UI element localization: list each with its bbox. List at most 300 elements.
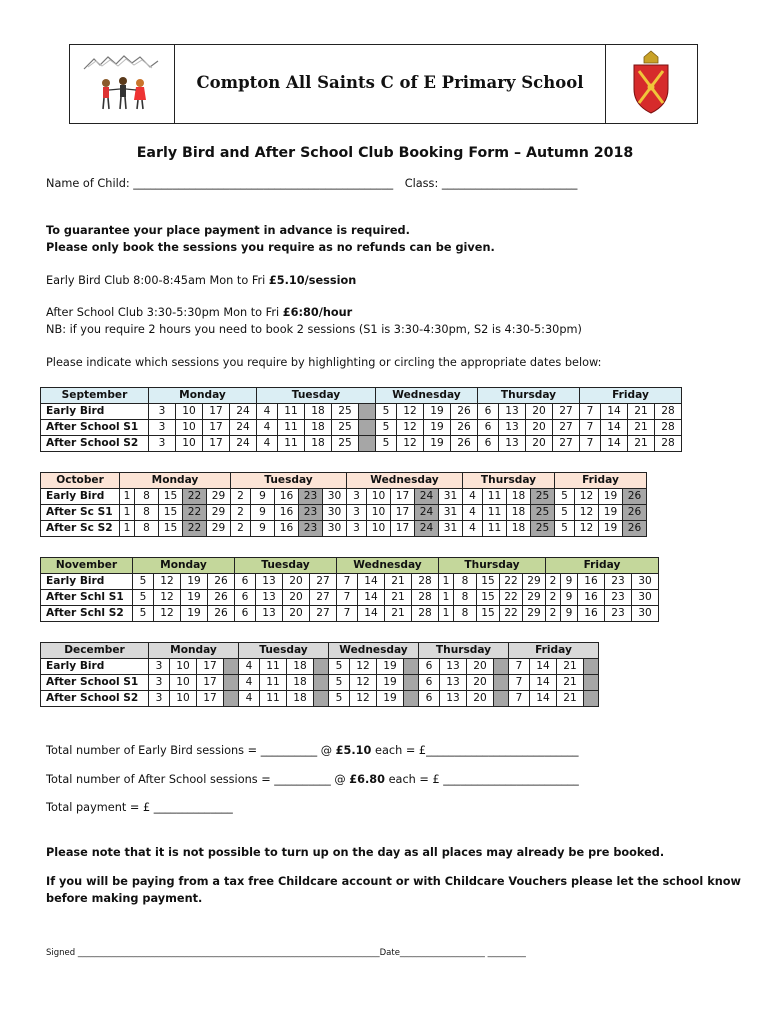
blank-cell <box>359 436 376 452</box>
date-cell[interactable]: 12 <box>154 574 181 590</box>
date-cell[interactable]: 6 <box>235 606 256 622</box>
date-cell[interactable]: 20 <box>526 404 553 420</box>
session-row <box>41 675 599 691</box>
date-cell[interactable]: 25 <box>332 404 359 420</box>
date-cell[interactable]: 26 <box>208 590 235 606</box>
date-cell[interactable]: 9 <box>561 606 578 622</box>
date-cell[interactable]: 4 <box>257 436 278 452</box>
date-cell[interactable]: 13 <box>256 574 283 590</box>
date-cell[interactable]: 12 <box>397 436 424 452</box>
total-early-bird[interactable] <box>46 744 579 757</box>
date-cell[interactable]: 6 <box>419 675 440 691</box>
session-row <box>41 489 647 505</box>
date-cell[interactable]: 21 <box>385 590 412 606</box>
date-cell[interactable]: 7 <box>509 659 530 675</box>
date-cell[interactable]: 8 <box>454 574 477 590</box>
blank-cell <box>314 675 329 691</box>
date-cell[interactable]: 9 <box>561 590 578 606</box>
form-title: Early Bird and After School Club Booking Form – Autumn 2018 <box>136 145 634 161</box>
date-cell[interactable]: 28 <box>655 404 682 420</box>
date-cell[interactable]: 22 <box>183 505 207 521</box>
date-cell[interactable]: 1 <box>439 606 454 622</box>
date-cell[interactable]: 22 <box>500 606 523 622</box>
date-cell[interactable]: 19 <box>424 404 451 420</box>
date-cell[interactable]: 12 <box>397 404 424 420</box>
date-cell[interactable]: 15 <box>159 521 183 537</box>
date-cell[interactable]: 1 <box>439 590 454 606</box>
date-cell[interactable]: 8 <box>135 505 159 521</box>
date-cell[interactable]: 13 <box>499 404 526 420</box>
date-cell[interactable]: 1 <box>120 489 135 505</box>
total-early-bird-price: £5.10 <box>335 744 372 757</box>
date-cell[interactable]: 7 <box>509 675 530 691</box>
date-cell[interactable]: 30 <box>323 521 347 537</box>
date-cell[interactable]: 2 <box>231 521 251 537</box>
date-cell[interactable]: 9 <box>251 505 275 521</box>
date-cell[interactable]: 4 <box>239 675 260 691</box>
total-payment-field[interactable]: Total payment = £ ______________ <box>46 801 233 814</box>
date-cell[interactable]: 8 <box>454 590 477 606</box>
date-cell[interactable]: 26 <box>451 404 478 420</box>
session-label: After School S2 <box>41 436 149 452</box>
date-cell[interactable]: 22 <box>183 489 207 505</box>
date-cell[interactable]: 19 <box>377 659 404 675</box>
date-cell[interactable]: 1 <box>120 505 135 521</box>
date-cell[interactable]: 17 <box>203 404 230 420</box>
childcare-note-cont: before making payment. <box>46 892 203 905</box>
date-cell[interactable]: 14 <box>530 675 557 691</box>
date-cell[interactable]: 20 <box>467 675 494 691</box>
date-cell[interactable]: 13 <box>440 675 467 691</box>
date-cell[interactable]: 16 <box>275 521 299 537</box>
date-cell[interactable]: 18 <box>305 404 332 420</box>
date-cell[interactable]: 3 <box>149 436 176 452</box>
date-cell[interactable]: 13 <box>440 691 467 707</box>
session-note: NB: if you require 2 hours you need to book 2 sessions (S1 is 3:30-4:30pm, S2 is 4:30-5:30pm) <box>46 323 582 336</box>
date-cell[interactable]: 31 <box>439 489 463 505</box>
date-cell[interactable]: 28 <box>655 436 682 452</box>
day-header-wednesday: Wednesday <box>376 388 478 404</box>
childcare-note: If you will be paying from a tax free Childcare account or with Childcare Vouchers please let the school know <box>46 875 741 888</box>
date-cell[interactable]: 4 <box>257 420 278 436</box>
date-cell[interactable]: 24 <box>230 404 257 420</box>
date-cell[interactable]: 18 <box>287 675 314 691</box>
date-cell[interactable]: 4 <box>463 505 483 521</box>
date-cell[interactable]: 6 <box>235 590 256 606</box>
day-header-monday: Monday <box>120 473 231 489</box>
date-cell[interactable]: 29 <box>207 521 231 537</box>
date-cell[interactable]: 20 <box>526 436 553 452</box>
date-cell[interactable]: 29 <box>207 505 231 521</box>
date-cell[interactable]: 17 <box>391 505 415 521</box>
date-cell[interactable]: 12 <box>575 521 599 537</box>
date-cell[interactable]: 31 <box>439 521 463 537</box>
date-cell[interactable]: 21 <box>557 659 584 675</box>
date-cell[interactable]: 11 <box>483 521 507 537</box>
date-cell[interactable]: 7 <box>580 436 601 452</box>
date-cell[interactable]: 13 <box>499 420 526 436</box>
date-cell[interactable]: 25 <box>531 489 555 505</box>
date-cell[interactable]: 5 <box>133 590 154 606</box>
date-cell[interactable]: 8 <box>135 489 159 505</box>
school-crest <box>605 45 697 123</box>
date-cell[interactable]: 10 <box>176 436 203 452</box>
date-cell[interactable]: 24 <box>415 505 439 521</box>
date-cell[interactable]: 27 <box>310 590 337 606</box>
date-cell[interactable]: 5 <box>376 420 397 436</box>
date-cell[interactable]: 14 <box>358 606 385 622</box>
date-cell[interactable]: 11 <box>260 675 287 691</box>
date-cell[interactable]: 15 <box>477 606 500 622</box>
date-cell[interactable]: 19 <box>181 606 208 622</box>
date-cell[interactable]: 6 <box>478 436 499 452</box>
date-cell[interactable]: 9 <box>251 489 275 505</box>
date-cell[interactable]: 22 <box>500 574 523 590</box>
date-cell[interactable]: 3 <box>347 489 367 505</box>
date-cell[interactable]: 12 <box>154 590 181 606</box>
date-cell[interactable]: 18 <box>507 505 531 521</box>
date-cell[interactable]: 16 <box>275 505 299 521</box>
date-cell[interactable]: 14 <box>530 659 557 675</box>
date-cell[interactable]: 12 <box>575 505 599 521</box>
date-cell[interactable]: 4 <box>239 691 260 707</box>
session-row <box>41 404 682 420</box>
date-cell[interactable]: 7 <box>337 606 358 622</box>
date-cell[interactable]: 23 <box>299 521 323 537</box>
date-cell[interactable]: 5 <box>376 404 397 420</box>
date-cell[interactable]: 20 <box>283 574 310 590</box>
session-label: After School S2 <box>41 691 149 707</box>
date-cell[interactable]: 28 <box>412 574 439 590</box>
date-cell[interactable]: 7 <box>337 574 358 590</box>
date-cell[interactable]: 10 <box>170 659 197 675</box>
date-cell[interactable]: 29 <box>523 574 546 590</box>
date-cell[interactable]: 21 <box>557 691 584 707</box>
date-cell[interactable]: 6 <box>419 691 440 707</box>
date-cell[interactable]: 30 <box>323 489 347 505</box>
date-cell[interactable]: 21 <box>557 675 584 691</box>
date-cell[interactable]: 6 <box>235 574 256 590</box>
date-cell[interactable]: 13 <box>499 436 526 452</box>
date-cell[interactable]: 23 <box>605 590 632 606</box>
date-cell[interactable]: 24 <box>230 436 257 452</box>
total-after-school-b[interactable]: each = £ ________________________ <box>385 773 579 786</box>
date-cell[interactable]: 10 <box>367 521 391 537</box>
blank-cell <box>359 420 376 436</box>
date-cell[interactable]: 17 <box>197 675 224 691</box>
date-cell[interactable]: 4 <box>239 659 260 675</box>
day-header-thursday: Thursday <box>463 473 555 489</box>
date-cell[interactable]: 29 <box>523 606 546 622</box>
total-early-bird-a[interactable]: Total number of Early Bird sessions = __________ @ <box>46 744 336 757</box>
date-cell[interactable]: 20 <box>467 691 494 707</box>
date-cell[interactable]: 21 <box>628 436 655 452</box>
date-cell[interactable]: 12 <box>350 675 377 691</box>
blank-cell <box>494 659 509 675</box>
date-cell[interactable]: 19 <box>181 574 208 590</box>
date-cell[interactable]: 27 <box>310 606 337 622</box>
session-label: Early Bird <box>41 489 120 505</box>
date-cell[interactable]: 14 <box>601 436 628 452</box>
date-cell[interactable]: 17 <box>391 521 415 537</box>
date-cell[interactable]: 25 <box>332 436 359 452</box>
date-cell[interactable]: 5 <box>133 574 154 590</box>
date-cell[interactable]: 10 <box>170 675 197 691</box>
date-cell[interactable]: 31 <box>439 505 463 521</box>
calendar-october <box>40 472 647 537</box>
date-cell[interactable]: 14 <box>530 691 557 707</box>
date-cell[interactable]: 20 <box>283 590 310 606</box>
date-cell[interactable]: 15 <box>477 574 500 590</box>
date-cell[interactable]: 19 <box>424 420 451 436</box>
day-header-tuesday: Tuesday <box>235 558 337 574</box>
date-cell[interactable]: 30 <box>632 574 659 590</box>
date-cell[interactable]: 20 <box>526 420 553 436</box>
date-cell[interactable]: 10 <box>367 489 391 505</box>
school-name: Compton All Saints C of E Primary School <box>196 73 584 92</box>
date-cell[interactable]: 24 <box>415 489 439 505</box>
date-cell[interactable]: 12 <box>350 691 377 707</box>
session-row <box>41 590 659 606</box>
child-details-row[interactable] <box>46 177 577 190</box>
date-cell[interactable]: 26 <box>623 521 647 537</box>
date-cell[interactable]: 21 <box>385 574 412 590</box>
date-cell[interactable]: 19 <box>377 691 404 707</box>
date-cell[interactable]: 11 <box>278 420 305 436</box>
date-cell[interactable]: 11 <box>483 489 507 505</box>
date-cell[interactable]: 7 <box>509 691 530 707</box>
date-cell[interactable]: 5 <box>555 521 575 537</box>
date-cell[interactable]: 2 <box>546 606 561 622</box>
date-cell[interactable]: 23 <box>605 606 632 622</box>
date-cell[interactable]: 6 <box>419 659 440 675</box>
date-cell[interactable]: 21 <box>385 606 412 622</box>
date-cell[interactable]: 2 <box>231 505 251 521</box>
date-cell[interactable]: 5 <box>555 505 575 521</box>
date-cell[interactable]: 19 <box>424 436 451 452</box>
date-cell[interactable]: 28 <box>412 590 439 606</box>
date-cell[interactable]: 22 <box>500 590 523 606</box>
class-field[interactable]: Class: ________________________ <box>404 177 578 190</box>
date-cell[interactable]: 3 <box>347 521 367 537</box>
month-header: September <box>41 388 149 404</box>
date-cell[interactable]: 10 <box>170 691 197 707</box>
date-cell[interactable]: 5 <box>329 659 350 675</box>
date-cell[interactable]: 18 <box>305 436 332 452</box>
date-cell[interactable]: 16 <box>275 489 299 505</box>
date-cell[interactable]: 30 <box>632 606 659 622</box>
date-cell[interactable]: 9 <box>251 521 275 537</box>
children-mountains-logo <box>70 45 173 123</box>
date-cell[interactable]: 19 <box>377 675 404 691</box>
date-cell[interactable]: 30 <box>632 590 659 606</box>
total-after-school[interactable] <box>46 773 579 786</box>
month-header: November <box>41 558 133 574</box>
date-cell[interactable]: 14 <box>601 404 628 420</box>
date-cell[interactable]: 27 <box>553 420 580 436</box>
session-row <box>41 521 647 537</box>
session-label: Early Bird <box>41 404 149 420</box>
date-cell[interactable]: 5 <box>133 606 154 622</box>
date-cell[interactable]: 29 <box>523 590 546 606</box>
date-cell[interactable]: 23 <box>299 505 323 521</box>
date-cell[interactable]: 26 <box>623 505 647 521</box>
date-cell[interactable]: 5 <box>329 675 350 691</box>
date-cell[interactable]: 28 <box>412 606 439 622</box>
date-cell[interactable]: 10 <box>176 420 203 436</box>
date-cell[interactable]: 17 <box>203 436 230 452</box>
date-cell[interactable]: 18 <box>287 659 314 675</box>
date-cell[interactable]: 10 <box>176 404 203 420</box>
date-cell[interactable]: 1 <box>439 574 454 590</box>
date-cell[interactable]: 11 <box>278 436 305 452</box>
day-header-thursday: Thursday <box>419 643 509 659</box>
signature-date-line[interactable]: Signed _______________________________________________________________________Date____________________ _________ <box>46 948 526 958</box>
date-cell[interactable]: 3 <box>149 675 170 691</box>
date-cell[interactable]: 18 <box>507 489 531 505</box>
date-cell[interactable]: 25 <box>531 521 555 537</box>
blank-cell <box>314 691 329 707</box>
date-cell[interactable]: 2 <box>546 590 561 606</box>
date-cell[interactable]: 12 <box>397 420 424 436</box>
date-cell[interactable]: 4 <box>257 404 278 420</box>
date-cell[interactable]: 4 <box>463 521 483 537</box>
date-cell[interactable]: 19 <box>599 489 623 505</box>
blank-cell <box>224 691 239 707</box>
date-cell[interactable]: 29 <box>207 489 231 505</box>
day-header-friday: Friday <box>580 388 682 404</box>
date-cell[interactable]: 11 <box>260 691 287 707</box>
date-cell[interactable]: 26 <box>208 574 235 590</box>
day-header-wednesday: Wednesday <box>329 643 419 659</box>
blank-cell <box>224 675 239 691</box>
blank-cell <box>584 675 599 691</box>
date-cell[interactable]: 24 <box>230 420 257 436</box>
total-after-school-a[interactable]: Total number of After School sessions = __________ @ <box>46 773 350 786</box>
date-cell[interactable]: 11 <box>278 404 305 420</box>
date-cell[interactable]: 2 <box>231 489 251 505</box>
date-cell[interactable]: 5 <box>376 436 397 452</box>
date-cell[interactable]: 23 <box>299 489 323 505</box>
date-cell[interactable]: 12 <box>350 659 377 675</box>
day-header-monday: Monday <box>133 558 235 574</box>
date-cell[interactable]: 27 <box>310 574 337 590</box>
date-cell[interactable]: 18 <box>507 521 531 537</box>
session-label: After School S1 <box>41 675 149 691</box>
date-cell[interactable]: 15 <box>477 590 500 606</box>
date-cell[interactable]: 1 <box>120 521 135 537</box>
prebook-note: Please note that it is not possible to turn up on the day as all places may already be pre booked. <box>46 846 665 859</box>
child-name-field[interactable]: Name of Child: ______________________________________________ <box>46 177 394 190</box>
blank-cell <box>359 404 376 420</box>
date-cell[interactable]: 13 <box>256 590 283 606</box>
date-cell[interactable]: 30 <box>323 505 347 521</box>
date-cell[interactable]: 26 <box>451 420 478 436</box>
date-cell[interactable]: 16 <box>578 590 605 606</box>
date-cell[interactable]: 2 <box>546 574 561 590</box>
date-cell[interactable]: 20 <box>283 606 310 622</box>
date-cell[interactable]: 12 <box>154 606 181 622</box>
date-cell[interactable]: 14 <box>358 590 385 606</box>
date-cell[interactable]: 11 <box>260 659 287 675</box>
date-cell[interactable]: 27 <box>553 404 580 420</box>
payment-notice: To guarantee your place payment in advance is required. <box>46 224 410 237</box>
date-cell[interactable]: 7 <box>580 404 601 420</box>
date-cell[interactable]: 14 <box>601 420 628 436</box>
after-school-price: £6:80/hour <box>282 306 353 319</box>
date-cell[interactable]: 18 <box>287 691 314 707</box>
date-cell[interactable]: 26 <box>208 606 235 622</box>
date-cell[interactable]: 19 <box>599 505 623 521</box>
date-cell[interactable]: 14 <box>358 574 385 590</box>
date-cell[interactable]: 19 <box>181 590 208 606</box>
date-cell[interactable]: 13 <box>256 606 283 622</box>
day-header-wednesday: Wednesday <box>337 558 439 574</box>
date-cell[interactable]: 17 <box>197 691 224 707</box>
date-cell[interactable]: 23 <box>605 574 632 590</box>
date-cell[interactable]: 26 <box>451 436 478 452</box>
date-cell[interactable]: 15 <box>159 505 183 521</box>
date-cell[interactable]: 17 <box>391 489 415 505</box>
date-cell[interactable]: 26 <box>623 489 647 505</box>
date-cell[interactable]: 9 <box>561 574 578 590</box>
date-cell[interactable]: 16 <box>578 574 605 590</box>
after-school-text: After School Club 3:30-5:30pm Mon to Fri <box>46 306 283 319</box>
date-cell[interactable]: 19 <box>599 521 623 537</box>
date-cell[interactable]: 13 <box>440 659 467 675</box>
date-cell[interactable]: 16 <box>578 606 605 622</box>
date-cell[interactable]: 4 <box>463 489 483 505</box>
day-header-monday: Monday <box>149 643 239 659</box>
date-cell[interactable]: 6 <box>478 420 499 436</box>
date-cell[interactable]: 5 <box>329 691 350 707</box>
date-cell[interactable]: 20 <box>467 659 494 675</box>
date-cell[interactable]: 7 <box>580 420 601 436</box>
calendar-december <box>40 642 599 707</box>
date-cell[interactable]: 21 <box>628 420 655 436</box>
blank-cell <box>224 659 239 675</box>
date-cell[interactable]: 7 <box>337 590 358 606</box>
date-cell[interactable]: 3 <box>149 420 176 436</box>
date-cell[interactable]: 5 <box>555 489 575 505</box>
date-cell[interactable]: 18 <box>305 420 332 436</box>
date-cell[interactable]: 15 <box>159 489 183 505</box>
date-cell[interactable]: 25 <box>332 420 359 436</box>
date-cell[interactable]: 3 <box>149 404 176 420</box>
total-early-bird-b[interactable]: each = £___________________________ <box>371 744 579 757</box>
date-cell[interactable]: 8 <box>454 606 477 622</box>
date-cell[interactable]: 11 <box>483 505 507 521</box>
month-header: October <box>41 473 120 489</box>
date-cell[interactable]: 17 <box>203 420 230 436</box>
date-cell[interactable]: 17 <box>197 659 224 675</box>
day-header-tuesday: Tuesday <box>231 473 347 489</box>
date-cell[interactable]: 28 <box>655 420 682 436</box>
date-cell[interactable]: 21 <box>628 404 655 420</box>
date-cell[interactable]: 3 <box>149 691 170 707</box>
date-cell[interactable]: 12 <box>575 489 599 505</box>
date-cell[interactable]: 3 <box>149 659 170 675</box>
date-cell[interactable]: 27 <box>553 436 580 452</box>
date-cell[interactable]: 25 <box>531 505 555 521</box>
date-cell[interactable]: 10 <box>367 505 391 521</box>
date-cell[interactable]: 24 <box>415 521 439 537</box>
early-bird-text: Early Bird Club 8:00-8:45am Mon to Fri <box>46 274 269 287</box>
date-cell[interactable]: 8 <box>135 521 159 537</box>
date-cell[interactable]: 3 <box>347 505 367 521</box>
date-cell[interactable]: 6 <box>478 404 499 420</box>
date-cell[interactable]: 22 <box>183 521 207 537</box>
